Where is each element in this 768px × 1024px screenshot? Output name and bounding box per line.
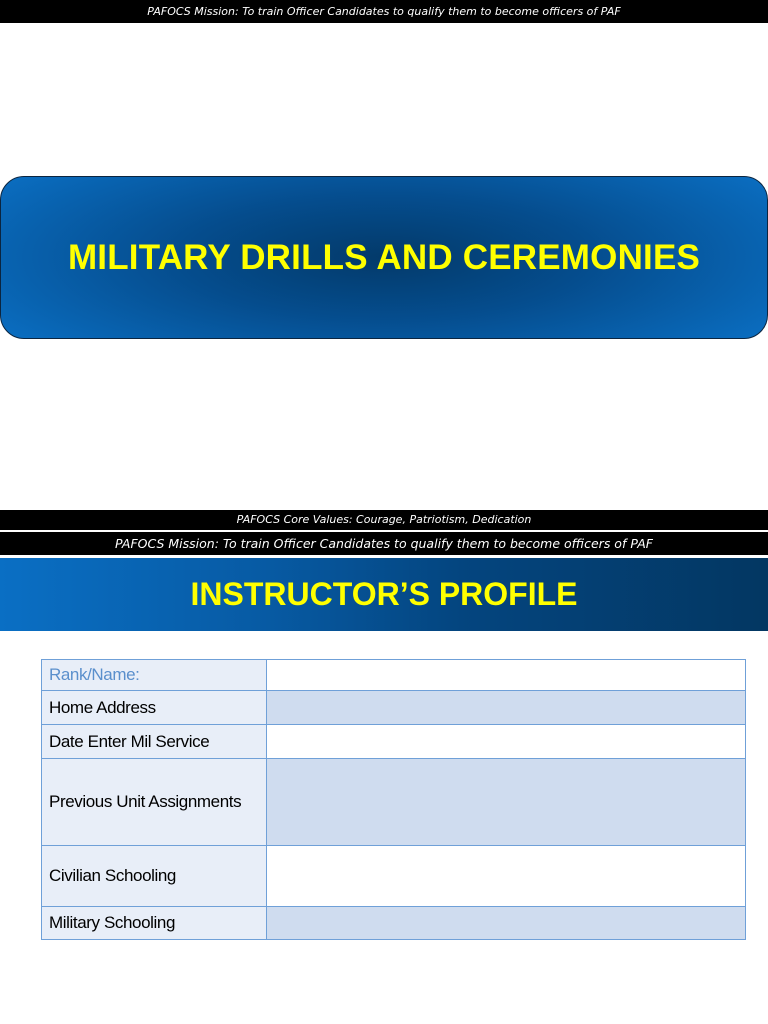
- row-value: [267, 907, 746, 940]
- mission-text: PAFOCS Mission: To train Officer Candidates to qualify them to become officers of PAF: [115, 536, 653, 551]
- row-value: [267, 660, 746, 691]
- table-row: [42, 759, 746, 846]
- row-label: Civilian Schooling: [42, 846, 267, 907]
- core-values-text: PAFOCS Core Values: Courage, Patriotism, Dedication: [236, 513, 532, 526]
- profile-table: [41, 659, 746, 940]
- row-value: [267, 759, 746, 846]
- mission-banner-bottom: [0, 532, 768, 555]
- row-label: Date Enter Mil Service: [42, 725, 267, 759]
- table-row: [42, 907, 746, 940]
- mission-text: PAFOCS Mission: To train Officer Candidates to qualify them to become officers of PAF: [147, 5, 621, 18]
- title-banner: [0, 176, 768, 339]
- profile-header: [0, 558, 768, 631]
- profile-title: INSTRUCTOR’S PROFILE: [190, 576, 578, 612]
- slide-title: MILITARY DRILLS AND CEREMONIES: [67, 237, 701, 277]
- mission-banner-top: [0, 0, 768, 23]
- table-row: [42, 846, 746, 907]
- row-label: Home Address: [42, 691, 267, 725]
- row-label: Previous Unit Assignments: [42, 759, 267, 846]
- row-value: [267, 725, 746, 759]
- row-label: Military Schooling: [42, 907, 267, 940]
- row-value: [267, 846, 746, 907]
- table-row: [42, 725, 746, 759]
- table-row: [42, 660, 746, 691]
- row-value: [267, 691, 746, 725]
- table-row: [42, 691, 746, 725]
- row-label: Rank/Name:: [42, 660, 267, 691]
- core-values-banner: [0, 510, 768, 530]
